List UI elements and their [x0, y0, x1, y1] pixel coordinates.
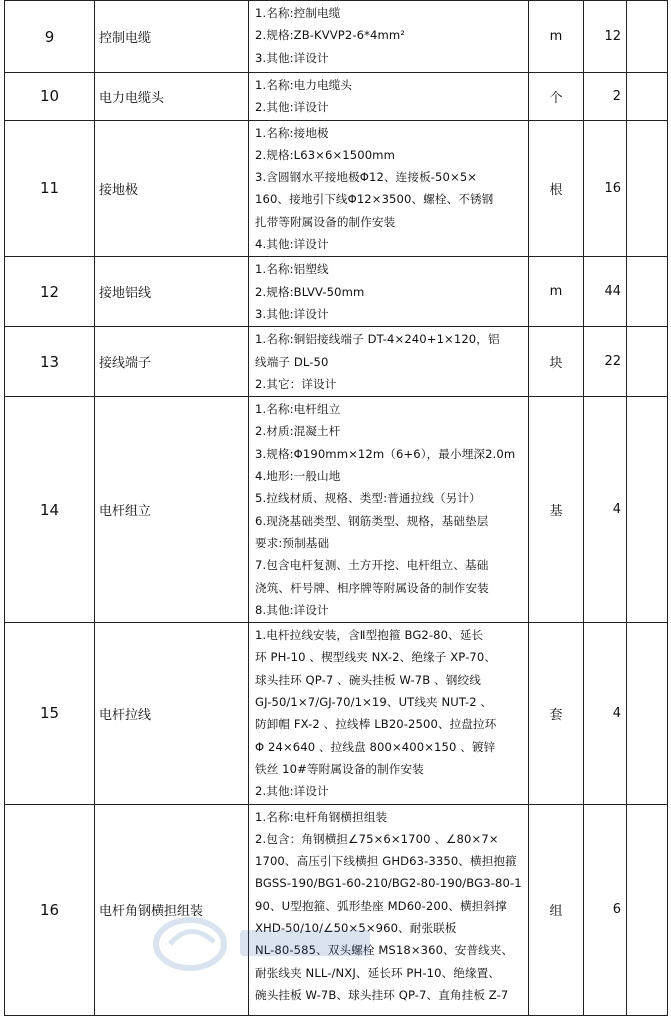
- description-line: 1.电杆拉线安装，含Ⅱ型抱箍 BG2-80、延长: [255, 628, 484, 643]
- item-name: 接线端子: [95, 327, 249, 397]
- description-line: 防卸帽 FX-2 、拉线棒 LB20-2500、拉盘拉环: [255, 717, 497, 732]
- item-name: 接地极: [95, 120, 249, 257]
- item-description: [249, 73, 529, 121]
- item-quantity: 4: [584, 397, 627, 623]
- row-number: 9: [5, 1, 95, 73]
- description-line: 球头挂环 QP-7 、碗头挂板 W-7B 、钢绞线: [255, 672, 481, 687]
- item-quantity: 44: [584, 257, 627, 327]
- description-line: 环 PH-10 、楔型线夹 NX-2、绝缘子 XP-70、: [255, 650, 497, 665]
- item-name: 电杆组立: [95, 397, 249, 623]
- description-line: 160、接地引下线Φ12×3500、螺栓、不锈钢: [255, 192, 494, 207]
- item-name: 电力电缆头: [95, 73, 249, 121]
- description-line: 1.名称:铝塑线: [255, 262, 329, 277]
- item-unit: 组: [529, 804, 584, 1015]
- description-line: 耐张线夹 NLL-/NXJ、延长环 PH-10、绝缘置、: [255, 965, 501, 980]
- description-line: 2.其他:详设计: [255, 784, 329, 799]
- item-quantity: 4: [584, 623, 627, 804]
- row-number: 12: [5, 257, 95, 327]
- description-line: 扎带等附属设备的制作安装: [255, 214, 396, 229]
- item-quantity: 22: [584, 327, 627, 397]
- description-line: 浇筑、杆号牌、相序牌等附属设备的制作安装: [255, 580, 489, 595]
- item-quantity: 2: [584, 73, 627, 121]
- table-row: [5, 257, 668, 327]
- extra-cell: [627, 397, 668, 623]
- description-line: 2.其它：详设计: [255, 376, 337, 391]
- description-line: 1.名称:电杆角钢横担组装: [255, 809, 388, 824]
- item-description: [249, 120, 529, 257]
- item-description: [249, 397, 529, 623]
- description-line: 1.名称:电杆组立: [255, 402, 341, 417]
- description-line: 1.名称:接地极: [255, 125, 329, 140]
- extra-cell: [627, 120, 668, 257]
- item-quantity: 12: [584, 1, 627, 73]
- description-line: 3.规格:Φ190mm×12m（6+6），最小埋深2.0m: [255, 446, 516, 461]
- description-line: BGSS-190/BG1-60-210/BG2-80-190/BG3-80-1: [255, 876, 522, 891]
- table-row: [5, 397, 668, 623]
- description-line: 8.其他:详设计: [255, 602, 329, 617]
- extra-cell: [627, 257, 668, 327]
- description-line: 5.拉线材质、规格、类型:普通拉线（另计）: [255, 491, 481, 506]
- description-line: 3.含圆钢水平接地极Φ12、连接板-50×5×: [255, 170, 478, 185]
- row-number: 13: [5, 327, 95, 397]
- table-row: [5, 327, 668, 397]
- item-unit: 块: [529, 327, 584, 397]
- table-row: [5, 120, 668, 257]
- description-line: 2.包含：角钢横担∠75×6×1700 、∠80×7×: [255, 831, 499, 846]
- description-line: 铁丝 10#等附属设备的制作安装: [255, 761, 424, 776]
- description-line: 1.名称:铜铝接线端子 DT-4×240+1×120，铝: [255, 332, 500, 347]
- table-row: [5, 804, 668, 1015]
- description-line: 线端子 DL-50: [255, 354, 329, 369]
- description-line: 1.名称:控制电缆: [255, 6, 341, 20]
- row-number: 14: [5, 397, 95, 623]
- description-line: 要求:预制基础: [255, 535, 330, 550]
- item-unit: 套: [529, 623, 584, 804]
- extra-cell: [627, 623, 668, 804]
- description-line: 2.规格:ZB-KVVP2-6*4mm²: [255, 28, 406, 43]
- item-name: 控制电缆: [95, 1, 249, 73]
- item-unit: 个: [529, 73, 584, 121]
- table-row: [5, 1, 668, 73]
- description-line: 碗头挂板 W-7B、球头挂环 QP-7、直角挂板 Z-7: [255, 987, 509, 1002]
- description-line: 2.规格:BLVV-50mm: [255, 284, 365, 299]
- description-line: 2.其他:详设计: [255, 100, 329, 115]
- description-line: NL-80-585、双头螺栓 MS18×360、安普线夹、: [255, 943, 514, 958]
- extra-cell: [627, 327, 668, 397]
- item-unit: m: [529, 257, 584, 327]
- item-description: [249, 327, 529, 397]
- description-line: 90、U型抱箍、弧形垫座 MD60-200、横担斜撑: [255, 898, 507, 913]
- item-quantity: 6: [584, 804, 627, 1015]
- description-line: 4.地形:一般山地: [255, 469, 341, 484]
- table-row: [5, 623, 668, 804]
- extra-cell: [627, 73, 668, 121]
- description-line: 4.其他:详设计: [255, 237, 329, 252]
- extra-cell: [627, 804, 668, 1015]
- bill-of-quantities-table: [4, 0, 668, 1016]
- description-line: 7.包含电杆复测、土方开挖、电杆组立、基础: [255, 558, 489, 573]
- item-unit: 根: [529, 120, 584, 257]
- row-number: 10: [5, 73, 95, 121]
- description-line: 6.现浇基础类型、钢筋类型、规格，基础垫层: [255, 513, 489, 528]
- item-unit: m: [529, 1, 584, 73]
- item-name: 接地铝线: [95, 257, 249, 327]
- item-description: [249, 623, 529, 804]
- item-description: [249, 804, 529, 1015]
- description-line: 1.名称:电力电缆头: [255, 78, 353, 92]
- description-line: 1700、高压引下线横担 GHD63-3350、横担抱箍: [255, 854, 517, 869]
- row-number: 15: [5, 623, 95, 804]
- description-line: GJ-50/1×7/GJ-70/1×19、UT线夹 NUT-2 、: [255, 695, 493, 710]
- description-line: 3.其他:详设计: [255, 306, 329, 321]
- description-line: 3.其他:详设计: [255, 50, 329, 65]
- row-number: 11: [5, 120, 95, 257]
- description-line: 2.规格:L63×6×1500mm: [255, 147, 395, 162]
- table-row: [5, 73, 668, 121]
- item-name: 电杆拉线: [95, 623, 249, 804]
- item-name: 电杆角钢横担组装: [95, 804, 249, 1015]
- description-line: Φ 24×640 、拉线盘 800×400×150 、镀锌: [255, 739, 496, 754]
- extra-cell: [627, 1, 668, 73]
- item-description: [249, 1, 529, 73]
- item-unit: 基: [529, 397, 584, 623]
- item-description: [249, 257, 529, 327]
- item-quantity: 16: [584, 120, 627, 257]
- description-line: XHD-50/10/∠50×5×960、耐张联板: [255, 920, 457, 935]
- row-number: 16: [5, 804, 95, 1015]
- description-line: 2.材质:混凝土杆: [255, 424, 341, 439]
